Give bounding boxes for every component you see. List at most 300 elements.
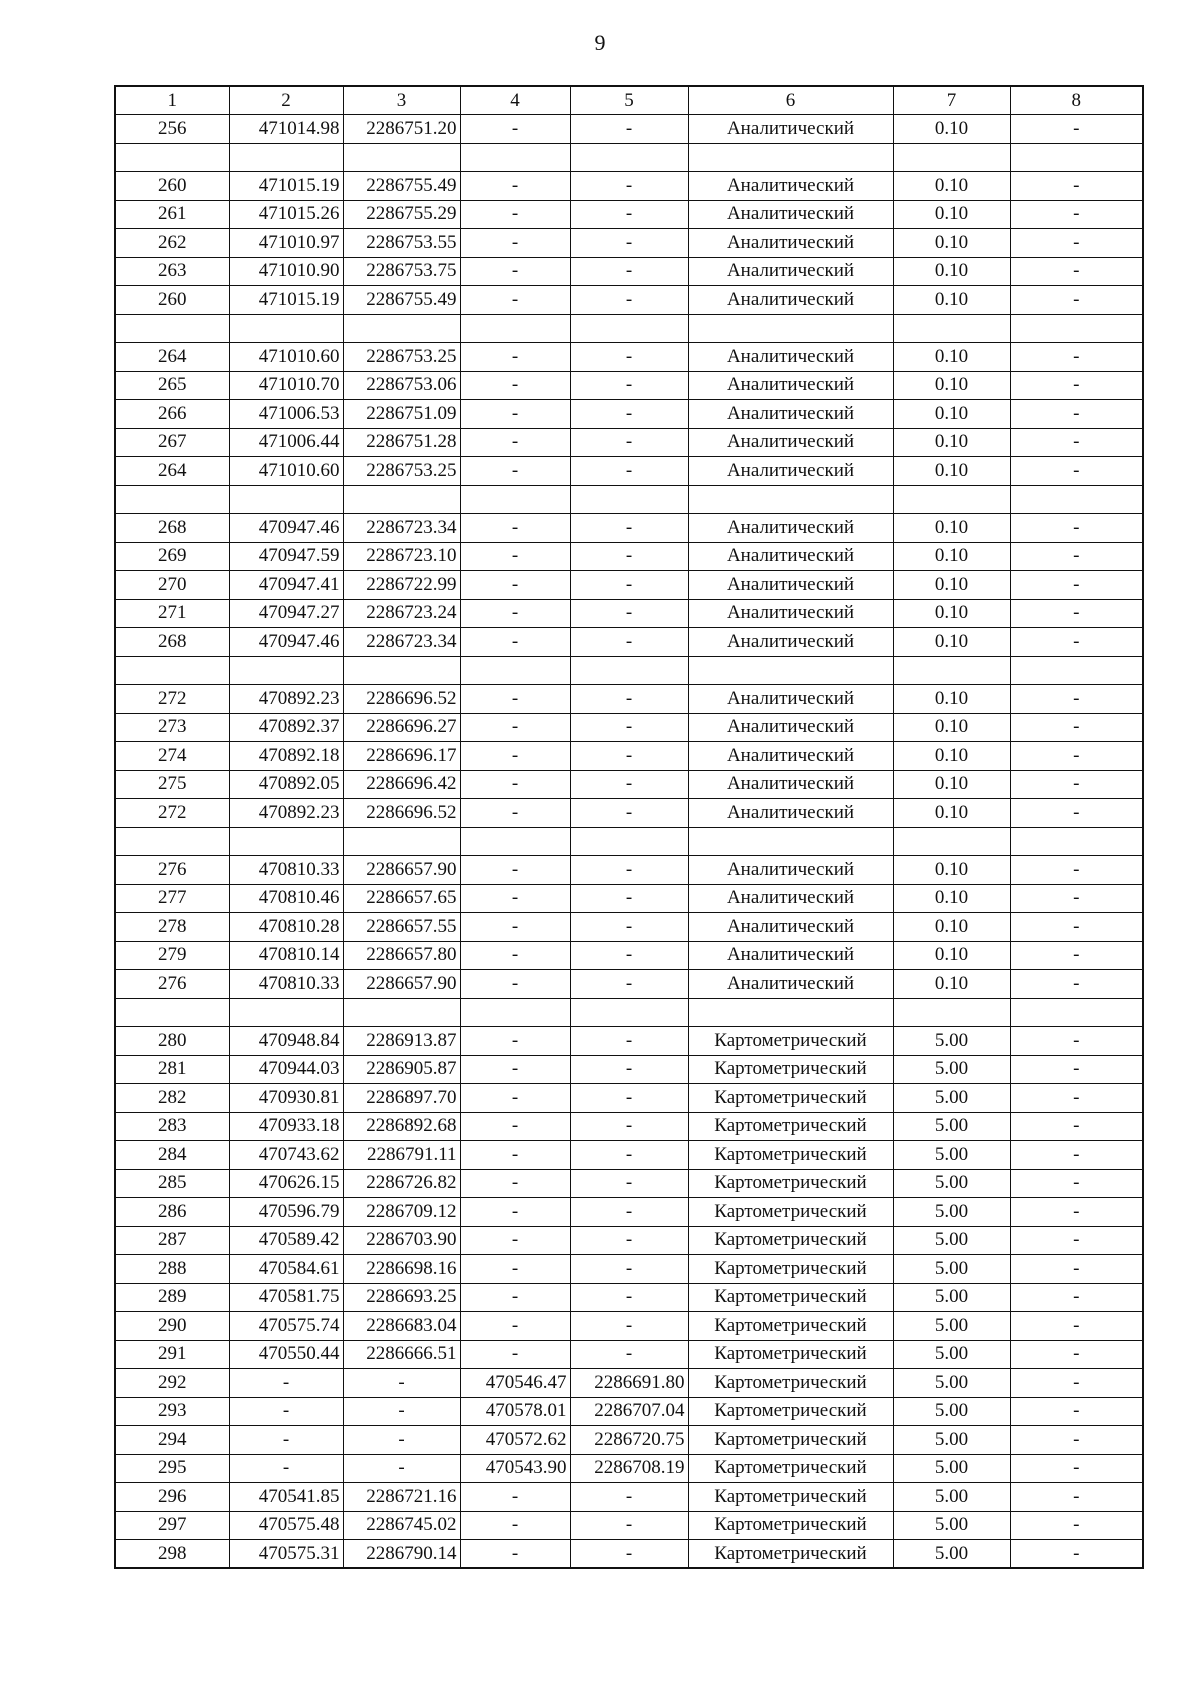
table-cell-col-3: 2286657.90	[343, 970, 460, 999]
table-cell-col-5: -	[570, 343, 688, 372]
table-cell-col-7: 5.00	[893, 1340, 1010, 1369]
table-cell-col-1: 293	[115, 1397, 229, 1426]
table-cell-col-1: 275	[115, 770, 229, 799]
table-cell-col-1: 294	[115, 1426, 229, 1455]
table-cell-col-1: 276	[115, 856, 229, 885]
table-cell-col-6	[688, 143, 893, 172]
table-row	[115, 200, 1143, 229]
table-cell-col-3: -	[343, 1397, 460, 1426]
table-cell-col-8: -	[1010, 1084, 1143, 1113]
table-cell-col-7: 5.00	[893, 1055, 1010, 1084]
table-cell-col-3: 2286751.09	[343, 400, 460, 429]
table-cell-col-7: 5.00	[893, 1112, 1010, 1141]
table-cell-col-6: Аналитический	[688, 970, 893, 999]
table-cell-col-3: 2286696.52	[343, 685, 460, 714]
table-separator-row	[115, 314, 1143, 343]
table-cell-col-7: 0.10	[893, 457, 1010, 486]
table-cell-col-6: Картометрический	[688, 1169, 893, 1198]
table-row	[115, 856, 1143, 885]
table-cell-col-8: -	[1010, 371, 1143, 400]
table-cell-col-1: 272	[115, 799, 229, 828]
table-cell-col-3	[343, 485, 460, 514]
table-cell-col-4: -	[460, 172, 570, 201]
table-cell-col-5	[570, 143, 688, 172]
table-cell-col-5: 2286708.19	[570, 1454, 688, 1483]
table-cell-col-5: -	[570, 742, 688, 771]
table-cell-col-6: Картометрический	[688, 1340, 893, 1369]
table-cell-col-6: Аналитический	[688, 884, 893, 913]
table-cell-col-7: 5.00	[893, 1169, 1010, 1198]
table-row	[115, 1340, 1143, 1369]
table-cell-col-3	[343, 656, 460, 685]
table-cell-col-1: 270	[115, 571, 229, 600]
table-cell-col-7	[893, 827, 1010, 856]
table-cell-col-7: 5.00	[893, 1226, 1010, 1255]
table-cell-col-4	[460, 314, 570, 343]
table-cell-col-2: 470626.15	[229, 1169, 343, 1198]
table-cell-col-1: 295	[115, 1454, 229, 1483]
table-cell-col-6: Аналитический	[688, 941, 893, 970]
table-cell-col-3	[343, 998, 460, 1027]
table-cell-col-4: -	[460, 856, 570, 885]
table-cell-col-1: 268	[115, 628, 229, 657]
table-cell-col-2: 470892.23	[229, 685, 343, 714]
table-row	[115, 770, 1143, 799]
table-row	[115, 1198, 1143, 1227]
table-cell-col-5: -	[570, 257, 688, 286]
table-cell-col-6: Картометрический	[688, 1312, 893, 1341]
table-cell-col-3: 2286721.16	[343, 1483, 460, 1512]
table-cell-col-7	[893, 998, 1010, 1027]
table-cell-col-4: -	[460, 770, 570, 799]
table-cell-col-3: 2286755.29	[343, 200, 460, 229]
column-header-2: 2	[229, 86, 343, 115]
table-cell-col-3: 2286791.11	[343, 1141, 460, 1170]
table-cell-col-2: 470575.48	[229, 1511, 343, 1540]
table-row	[115, 172, 1143, 201]
table-cell-col-1: 297	[115, 1511, 229, 1540]
table-cell-col-1: 288	[115, 1255, 229, 1284]
table-row	[115, 115, 1143, 144]
table-row	[115, 371, 1143, 400]
table-cell-col-3: 2286723.34	[343, 628, 460, 657]
table-cell-col-4: -	[460, 115, 570, 144]
table-cell-col-7: 5.00	[893, 1283, 1010, 1312]
table-cell-col-8: -	[1010, 542, 1143, 571]
table-cell-col-4: -	[460, 1511, 570, 1540]
table-cell-col-1: 264	[115, 457, 229, 486]
table-cell-col-4: -	[460, 1169, 570, 1198]
table-cell-col-4: -	[460, 1226, 570, 1255]
table-cell-col-8: -	[1010, 856, 1143, 885]
table-cell-col-5: -	[570, 770, 688, 799]
table-cell-col-5: -	[570, 428, 688, 457]
table-cell-col-7: 5.00	[893, 1540, 1010, 1569]
table-cell-col-6: Аналитический	[688, 742, 893, 771]
table-cell-col-8: -	[1010, 742, 1143, 771]
table-cell-col-1: 261	[115, 200, 229, 229]
table-cell-col-1: 260	[115, 172, 229, 201]
table-separator-row	[115, 827, 1143, 856]
table-cell-col-7: 0.10	[893, 770, 1010, 799]
table-cell-col-8: -	[1010, 599, 1143, 628]
table-cell-col-4: -	[460, 1112, 570, 1141]
table-header	[115, 86, 1143, 115]
table-cell-col-5: -	[570, 371, 688, 400]
table-cell-col-5: 2286691.80	[570, 1369, 688, 1398]
table-cell-col-1: 263	[115, 257, 229, 286]
table-cell-col-1: 267	[115, 428, 229, 457]
table-cell-col-3: 2286722.99	[343, 571, 460, 600]
table-cell-col-6: Аналитический	[688, 115, 893, 144]
column-header-1: 1	[115, 86, 229, 115]
table-cell-col-5: -	[570, 542, 688, 571]
table-cell-col-8: -	[1010, 1340, 1143, 1369]
table-cell-col-2: 470947.41	[229, 571, 343, 600]
table-cell-col-8: -	[1010, 1055, 1143, 1084]
table-row	[115, 1084, 1143, 1113]
table-cell-col-2: 471015.26	[229, 200, 343, 229]
table-cell-col-7: 0.10	[893, 257, 1010, 286]
table-cell-col-2: 470575.74	[229, 1312, 343, 1341]
table-cell-col-7: 5.00	[893, 1312, 1010, 1341]
table-cell-col-2	[229, 656, 343, 685]
table-cell-col-4: -	[460, 229, 570, 258]
table-cell-col-7: 0.10	[893, 628, 1010, 657]
table-cell-col-2	[229, 143, 343, 172]
table-cell-col-1: 274	[115, 742, 229, 771]
table-row	[115, 1283, 1143, 1312]
table-cell-col-6: Картометрический	[688, 1397, 893, 1426]
table-cell-col-7	[893, 485, 1010, 514]
table-cell-col-1: 279	[115, 941, 229, 970]
table-separator-row	[115, 998, 1143, 1027]
table-cell-col-8: -	[1010, 229, 1143, 258]
table-cell-col-3: 2286657.80	[343, 941, 460, 970]
table-cell-col-8: -	[1010, 1027, 1143, 1056]
table-cell-col-6	[688, 656, 893, 685]
table-cell-col-6: Аналитический	[688, 172, 893, 201]
table-cell-col-2: 471006.44	[229, 428, 343, 457]
table-cell-col-1: 285	[115, 1169, 229, 1198]
table-cell-col-8: -	[1010, 286, 1143, 315]
table-cell-col-3: 2286753.25	[343, 343, 460, 372]
table-cell-col-4: -	[460, 599, 570, 628]
table-cell-col-1	[115, 314, 229, 343]
table-cell-col-3: 2286693.25	[343, 1283, 460, 1312]
table-cell-col-6: Картометрический	[688, 1454, 893, 1483]
table-cell-col-1: 268	[115, 514, 229, 543]
table-cell-col-6: Картометрический	[688, 1483, 893, 1512]
table-cell-col-6	[688, 485, 893, 514]
table-cell-col-2: 470810.46	[229, 884, 343, 913]
table-cell-col-4: -	[460, 286, 570, 315]
table-cell-col-4: -	[460, 514, 570, 543]
table-row	[115, 713, 1143, 742]
table-cell-col-8: -	[1010, 685, 1143, 714]
table-cell-col-8: -	[1010, 1198, 1143, 1227]
table-cell-col-2: 470596.79	[229, 1198, 343, 1227]
table-cell-col-2: 471010.60	[229, 343, 343, 372]
table-cell-col-5: -	[570, 913, 688, 942]
table-cell-col-4: 470546.47	[460, 1369, 570, 1398]
table-cell-col-6: Картометрический	[688, 1084, 893, 1113]
table-cell-col-6	[688, 314, 893, 343]
table-cell-col-5: -	[570, 1226, 688, 1255]
table-cell-col-8: -	[1010, 400, 1143, 429]
table-cell-col-6: Картометрический	[688, 1540, 893, 1569]
table-cell-col-8: -	[1010, 172, 1143, 201]
table-cell-col-8	[1010, 143, 1143, 172]
table-cell-col-8: -	[1010, 1169, 1143, 1198]
table-body	[115, 115, 1143, 1569]
table-cell-col-2: 470743.62	[229, 1141, 343, 1170]
table-cell-col-1: 282	[115, 1084, 229, 1113]
table-cell-col-2: 471006.53	[229, 400, 343, 429]
table-cell-col-3: 2286755.49	[343, 286, 460, 315]
table-cell-col-2: 470892.05	[229, 770, 343, 799]
table-cell-col-6: Картометрический	[688, 1369, 893, 1398]
table-row	[115, 1397, 1143, 1426]
table-cell-col-5: -	[570, 1027, 688, 1056]
table-cell-col-1	[115, 485, 229, 514]
table-cell-col-8: -	[1010, 514, 1143, 543]
table-cell-col-4: -	[460, 799, 570, 828]
table-row	[115, 571, 1143, 600]
table-cell-col-3: 2286723.10	[343, 542, 460, 571]
table-cell-col-2: 470584.61	[229, 1255, 343, 1284]
table-cell-col-6: Аналитический	[688, 257, 893, 286]
table-cell-col-4: 470572.62	[460, 1426, 570, 1455]
table-separator-row	[115, 143, 1143, 172]
table-cell-col-1: 256	[115, 115, 229, 144]
table-cell-col-3: 2286657.90	[343, 856, 460, 885]
table-cell-col-2: -	[229, 1426, 343, 1455]
table-row	[115, 884, 1143, 913]
table-cell-col-4: -	[460, 742, 570, 771]
table-cell-col-4	[460, 485, 570, 514]
table-cell-col-5: -	[570, 1084, 688, 1113]
table-cell-col-5: -	[570, 685, 688, 714]
table-cell-col-6: Аналитический	[688, 913, 893, 942]
table-cell-col-1	[115, 143, 229, 172]
table-cell-col-1: 264	[115, 343, 229, 372]
table-cell-col-6: Картометрический	[688, 1283, 893, 1312]
table-cell-col-7: 0.10	[893, 343, 1010, 372]
table-cell-col-4: -	[460, 1312, 570, 1341]
table-cell-col-3: 2286657.65	[343, 884, 460, 913]
table-cell-col-4: -	[460, 628, 570, 657]
table-cell-col-4	[460, 827, 570, 856]
table-cell-col-2: 470550.44	[229, 1340, 343, 1369]
table-cell-col-1: 276	[115, 970, 229, 999]
table-cell-col-1: 284	[115, 1141, 229, 1170]
table-cell-col-2	[229, 485, 343, 514]
table-cell-col-6: Аналитический	[688, 542, 893, 571]
table-row	[115, 970, 1143, 999]
table-cell-col-4: -	[460, 1255, 570, 1284]
column-header-3: 3	[343, 86, 460, 115]
table-cell-col-4: 470543.90	[460, 1454, 570, 1483]
table-cell-col-3: 2286723.24	[343, 599, 460, 628]
table-cell-col-4: -	[460, 400, 570, 429]
table-cell-col-2: 470581.75	[229, 1283, 343, 1312]
table-cell-col-3: 2286897.70	[343, 1084, 460, 1113]
table-cell-col-6: Аналитический	[688, 286, 893, 315]
table-cell-col-5	[570, 656, 688, 685]
table-row	[115, 1027, 1143, 1056]
header-row	[115, 86, 1143, 115]
table-row	[115, 457, 1143, 486]
table-cell-col-4: -	[460, 1483, 570, 1512]
column-header-8: 8	[1010, 86, 1143, 115]
table-cell-col-2: 470810.33	[229, 970, 343, 999]
table-row	[115, 1454, 1143, 1483]
table-cell-col-8: -	[1010, 884, 1143, 913]
table-cell-col-8: -	[1010, 1454, 1143, 1483]
table-cell-col-5: -	[570, 1340, 688, 1369]
table-cell-col-7: 0.10	[893, 599, 1010, 628]
table-cell-col-3: 2286709.12	[343, 1198, 460, 1227]
column-header-4: 4	[460, 86, 570, 115]
table-cell-col-4: -	[460, 1027, 570, 1056]
table-row	[115, 1169, 1143, 1198]
table-cell-col-6: Аналитический	[688, 371, 893, 400]
table-cell-col-7: 0.10	[893, 713, 1010, 742]
table-cell-col-7: 0.10	[893, 115, 1010, 144]
table-cell-col-7: 5.00	[893, 1426, 1010, 1455]
table-row	[115, 542, 1143, 571]
table-cell-col-3: 2286753.55	[343, 229, 460, 258]
table-cell-col-8: -	[1010, 1141, 1143, 1170]
table-cell-col-5: -	[570, 200, 688, 229]
table-cell-col-5: -	[570, 1055, 688, 1084]
table-cell-col-2: 470541.85	[229, 1483, 343, 1512]
table-cell-col-4: -	[460, 257, 570, 286]
table-cell-col-1: 281	[115, 1055, 229, 1084]
table-cell-col-2: 470810.14	[229, 941, 343, 970]
table-cell-col-4: -	[460, 457, 570, 486]
table-cell-col-2: 470810.28	[229, 913, 343, 942]
table-cell-col-3: 2286723.34	[343, 514, 460, 543]
table-cell-col-7: 0.10	[893, 913, 1010, 942]
table-cell-col-3: 2286696.52	[343, 799, 460, 828]
table-cell-col-2	[229, 998, 343, 1027]
table-separator-row	[115, 485, 1143, 514]
table-cell-col-1: 298	[115, 1540, 229, 1569]
table-cell-col-6: Аналитический	[688, 457, 893, 486]
table-cell-col-5: -	[570, 599, 688, 628]
table-cell-col-2: 470810.33	[229, 856, 343, 885]
table-cell-col-6: Аналитический	[688, 343, 893, 372]
table-cell-col-3: 2286666.51	[343, 1340, 460, 1369]
table-cell-col-3: 2286755.49	[343, 172, 460, 201]
table-cell-col-6: Аналитический	[688, 628, 893, 657]
table-cell-col-2: 470947.27	[229, 599, 343, 628]
table-cell-col-4	[460, 998, 570, 1027]
table-row	[115, 286, 1143, 315]
table-cell-col-7: 5.00	[893, 1454, 1010, 1483]
table-cell-col-5: -	[570, 1511, 688, 1540]
table-cell-col-7: 0.10	[893, 229, 1010, 258]
page-number: 9	[594, 30, 606, 55]
table-separator-row	[115, 656, 1143, 685]
table-cell-col-6: Картометрический	[688, 1027, 893, 1056]
table-cell-col-8: -	[1010, 799, 1143, 828]
table-cell-col-5: -	[570, 1198, 688, 1227]
table-cell-col-8: -	[1010, 1283, 1143, 1312]
table-cell-col-4	[460, 143, 570, 172]
table-row	[115, 1511, 1143, 1540]
table-cell-col-2: 470892.23	[229, 799, 343, 828]
table-cell-col-8: -	[1010, 1397, 1143, 1426]
table-cell-col-6: Аналитический	[688, 514, 893, 543]
table-cell-col-1: 260	[115, 286, 229, 315]
table-cell-col-1: 296	[115, 1483, 229, 1512]
table-cell-col-5: -	[570, 1312, 688, 1341]
table-cell-col-6: Аналитический	[688, 229, 893, 258]
table-cell-col-6: Картометрический	[688, 1055, 893, 1084]
table-cell-col-5: -	[570, 514, 688, 543]
table-cell-col-7: 5.00	[893, 1027, 1010, 1056]
table-cell-col-4: -	[460, 542, 570, 571]
table-cell-col-4: -	[460, 685, 570, 714]
table-cell-col-5: -	[570, 713, 688, 742]
column-header-7: 7	[893, 86, 1010, 115]
table-row	[115, 913, 1143, 942]
table-row	[115, 400, 1143, 429]
table-cell-col-7: 0.10	[893, 856, 1010, 885]
table-cell-col-8: -	[1010, 428, 1143, 457]
table-cell-col-8: -	[1010, 1226, 1143, 1255]
table-cell-col-2: -	[229, 1369, 343, 1398]
table-cell-col-3: -	[343, 1369, 460, 1398]
table-cell-col-8	[1010, 485, 1143, 514]
table-cell-col-6: Картометрический	[688, 1112, 893, 1141]
table-cell-col-5: 2286707.04	[570, 1397, 688, 1426]
table-cell-col-5: -	[570, 400, 688, 429]
table-cell-col-3: 2286905.87	[343, 1055, 460, 1084]
table-cell-col-6: Картометрический	[688, 1141, 893, 1170]
table-cell-col-2	[229, 827, 343, 856]
table-cell-col-3: 2286696.17	[343, 742, 460, 771]
table-cell-col-5	[570, 485, 688, 514]
table-cell-col-5: -	[570, 1283, 688, 1312]
table-cell-col-3: 2286703.90	[343, 1226, 460, 1255]
table-cell-col-2: 470575.31	[229, 1540, 343, 1569]
column-header-6: 6	[688, 86, 893, 115]
table-cell-col-2: 470933.18	[229, 1112, 343, 1141]
table-cell-col-4: -	[460, 1283, 570, 1312]
table-cell-col-6	[688, 827, 893, 856]
table-cell-col-7: 0.10	[893, 542, 1010, 571]
table-cell-col-7: 5.00	[893, 1397, 1010, 1426]
column-header-5: 5	[570, 86, 688, 115]
table-cell-col-5: -	[570, 884, 688, 913]
table-cell-col-2: 471015.19	[229, 286, 343, 315]
table-cell-col-1: 265	[115, 371, 229, 400]
table-cell-col-2: 470947.59	[229, 542, 343, 571]
table-cell-col-8: -	[1010, 1312, 1143, 1341]
table-row	[115, 1483, 1143, 1512]
table-cell-col-6: Аналитический	[688, 799, 893, 828]
table-row	[115, 599, 1143, 628]
table-cell-col-8	[1010, 827, 1143, 856]
table-cell-col-8	[1010, 998, 1143, 1027]
table-cell-col-1: 280	[115, 1027, 229, 1056]
table-cell-col-3: 2286751.20	[343, 115, 460, 144]
table-cell-col-5: -	[570, 970, 688, 999]
